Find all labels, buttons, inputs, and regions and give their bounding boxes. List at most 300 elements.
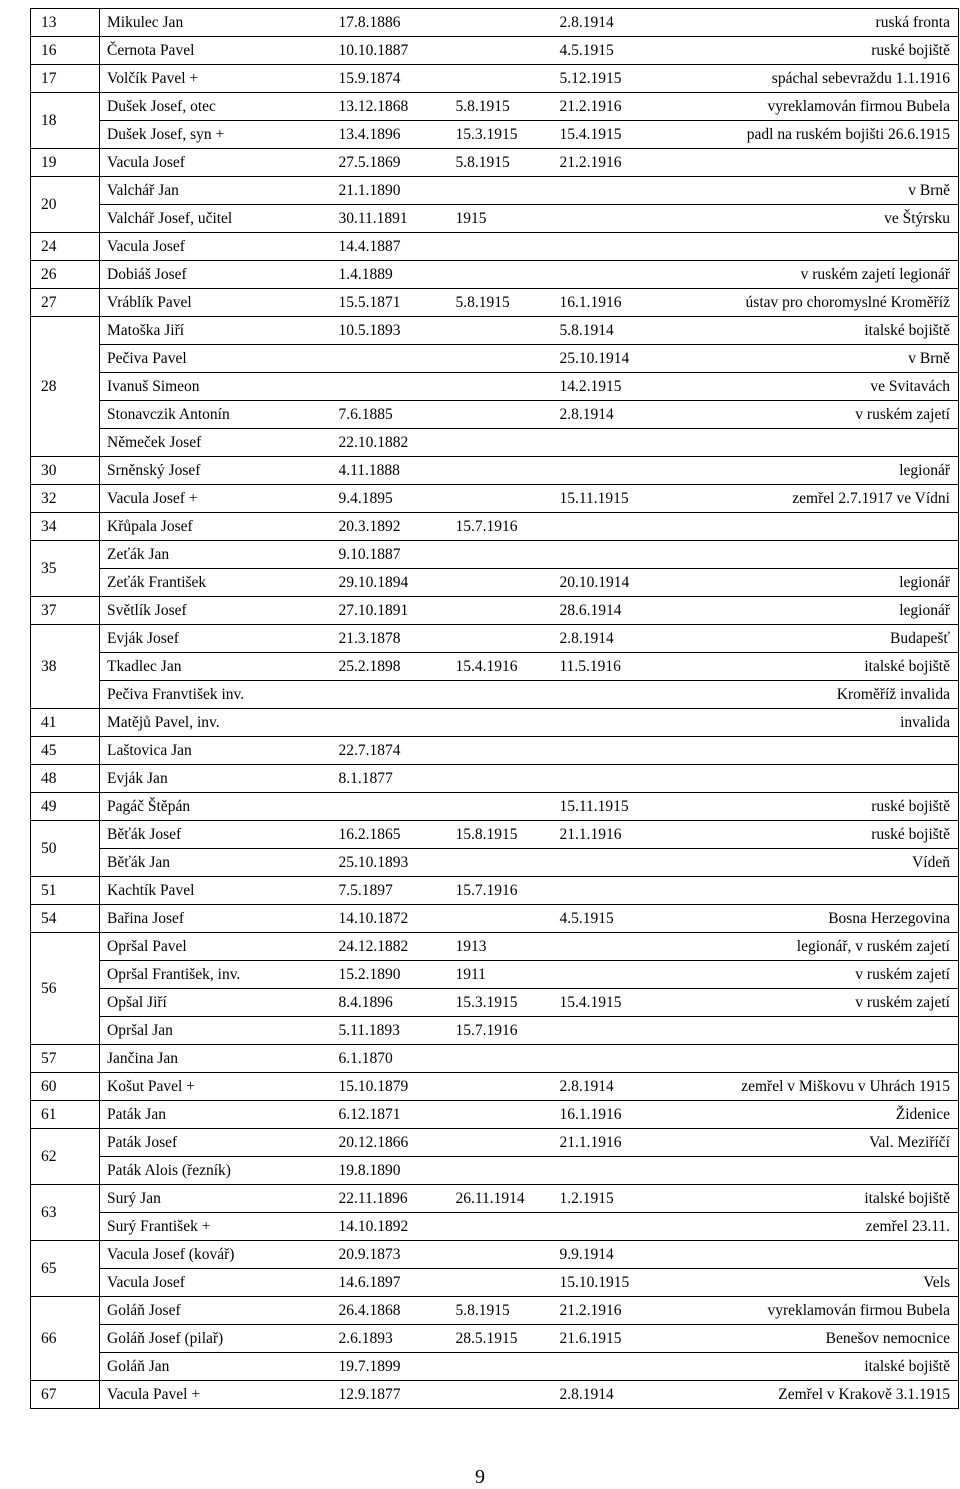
soldier-name: Dušek Josef, syn + <box>100 121 332 149</box>
note: Vels <box>691 1269 959 1297</box>
note: italské bojiště <box>691 1185 959 1213</box>
table-row <box>31 1213 959 1241</box>
soldier-name: Pečiva Pavel <box>100 345 332 373</box>
enlistment-date <box>449 1045 553 1073</box>
note: zemřel 23.11. <box>691 1213 959 1241</box>
note <box>691 429 959 457</box>
front-date <box>553 261 691 289</box>
soldier-name: Opšal Jiří <box>100 989 332 1017</box>
note: Vídeň <box>691 849 959 877</box>
birth-date: 9.4.1895 <box>332 485 449 513</box>
table-row <box>31 345 959 373</box>
enlistment-date: 1915 <box>449 205 553 233</box>
note: Bosna Herzegovina <box>691 905 959 933</box>
front-date <box>553 233 691 261</box>
front-date: 28.6.1914 <box>553 597 691 625</box>
note: padl na ruském bojišti 26.6.1915 <box>691 121 959 149</box>
note: ústav pro choromyslné Kroměříž <box>691 289 959 317</box>
enlistment-date <box>449 457 553 485</box>
soldier-name: Stonavczik Antonín <box>100 401 332 429</box>
front-date: 21.2.1916 <box>553 149 691 177</box>
soldier-name: Valchář Jan <box>100 177 332 205</box>
table-row <box>31 961 959 989</box>
note: legionář, v ruském zajetí <box>691 933 959 961</box>
table-row <box>31 709 959 737</box>
soldier-name: Ivanuš Simeon <box>100 373 332 401</box>
table-row <box>31 681 959 709</box>
house-number: 67 <box>31 1381 100 1409</box>
soldier-name: Matoška Jiří <box>100 317 332 345</box>
table-row <box>31 93 959 121</box>
soldier-name: Vráblík Pavel <box>100 289 332 317</box>
soldier-name: Valchář Josef, učitel <box>100 205 332 233</box>
front-date: 15.11.1915 <box>553 793 691 821</box>
front-date <box>553 849 691 877</box>
front-date: 15.4.1915 <box>553 121 691 149</box>
birth-date: 2.6.1893 <box>332 1325 449 1353</box>
birth-date: 27.5.1869 <box>332 149 449 177</box>
house-number: 20 <box>31 177 100 233</box>
front-date <box>553 877 691 905</box>
table-row <box>31 289 959 317</box>
note: Budapešť <box>691 625 959 653</box>
front-date: 5.8.1914 <box>553 317 691 345</box>
soldier-name: Paták Josef <box>100 1129 332 1157</box>
enlistment-date: 15.7.1916 <box>449 877 553 905</box>
house-number: 65 <box>31 1241 100 1297</box>
table-row <box>31 1101 959 1129</box>
birth-date: 14.6.1897 <box>332 1269 449 1297</box>
enlistment-date <box>449 597 553 625</box>
soldier-name: Paták Jan <box>100 1101 332 1129</box>
front-date: 15.11.1915 <box>553 485 691 513</box>
front-date <box>553 1157 691 1185</box>
house-number: 50 <box>31 821 100 877</box>
note: v Brně <box>691 177 959 205</box>
birth-date: 14.10.1872 <box>332 905 449 933</box>
note: italské bojiště <box>691 1353 959 1381</box>
front-date: 4.5.1915 <box>553 905 691 933</box>
note: italské bojiště <box>691 653 959 681</box>
table-row <box>31 625 959 653</box>
front-date: 25.10.1914 <box>553 345 691 373</box>
house-number: 26 <box>31 261 100 289</box>
front-date: 15.10.1915 <box>553 1269 691 1297</box>
enlistment-date: 15.3.1915 <box>449 989 553 1017</box>
house-number: 24 <box>31 233 100 261</box>
birth-date: 13.4.1896 <box>332 121 449 149</box>
table-row <box>31 1073 959 1101</box>
front-date <box>553 541 691 569</box>
birth-date: 30.11.1891 <box>332 205 449 233</box>
table-row <box>31 205 959 233</box>
note: Židenice <box>691 1101 959 1129</box>
birth-date: 1.4.1889 <box>332 261 449 289</box>
birth-date: 14.10.1892 <box>332 1213 449 1241</box>
enlistment-date <box>449 681 553 709</box>
front-date <box>553 205 691 233</box>
birth-date: 25.2.1898 <box>332 653 449 681</box>
table-row <box>31 1241 959 1269</box>
table-row <box>31 1157 959 1185</box>
house-number: 60 <box>31 1073 100 1101</box>
front-date: 9.9.1914 <box>553 1241 691 1269</box>
note <box>691 233 959 261</box>
note: spáchal sebevraždu 1.1.1916 <box>691 65 959 93</box>
front-date <box>553 429 691 457</box>
table-row <box>31 177 959 205</box>
note: legionář <box>691 457 959 485</box>
soldier-name: Dušek Josef, otec <box>100 93 332 121</box>
enlistment-date <box>449 905 553 933</box>
table-row <box>31 401 959 429</box>
register-sheet <box>30 8 958 1409</box>
soldier-name: Zeťák Jan <box>100 541 332 569</box>
front-date: 21.6.1915 <box>553 1325 691 1353</box>
front-date: 2.8.1914 <box>553 1381 691 1409</box>
birth-date: 9.10.1887 <box>332 541 449 569</box>
enlistment-date <box>449 1269 553 1297</box>
enlistment-date: 5.8.1915 <box>449 149 553 177</box>
birth-date: 20.12.1866 <box>332 1129 449 1157</box>
note: Val. Meziříčí <box>691 1129 959 1157</box>
birth-date: 15.9.1874 <box>332 65 449 93</box>
note <box>691 541 959 569</box>
soldier-name: Opršal František, inv. <box>100 961 332 989</box>
table-row <box>31 317 959 345</box>
front-date <box>553 933 691 961</box>
table-row <box>31 1129 959 1157</box>
table-row <box>31 429 959 457</box>
birth-date: 26.4.1868 <box>332 1297 449 1325</box>
soldier-name: Zeťák František <box>100 569 332 597</box>
enlistment-date: 15.7.1916 <box>449 513 553 541</box>
table-row <box>31 1185 959 1213</box>
birth-date: 19.8.1890 <box>332 1157 449 1185</box>
front-date: 2.8.1914 <box>553 1073 691 1101</box>
house-number: 35 <box>31 541 100 597</box>
front-date <box>553 457 691 485</box>
front-date <box>553 1353 691 1381</box>
soldier-name: Běťák Jan <box>100 849 332 877</box>
note: Zemřel v Krakově 3.1.1915 <box>691 1381 959 1409</box>
note: italské bojiště <box>691 317 959 345</box>
birth-date <box>332 373 449 401</box>
enlistment-date: 26.11.1914 <box>449 1185 553 1213</box>
front-date <box>553 1017 691 1045</box>
table-row <box>31 933 959 961</box>
soldier-name: Němeček Josef <box>100 429 332 457</box>
house-number: 16 <box>31 37 100 65</box>
birth-date: 13.12.1868 <box>332 93 449 121</box>
enlistment-date <box>449 261 553 289</box>
note <box>691 737 959 765</box>
house-number: 37 <box>31 597 100 625</box>
soldier-name: Pečiva Franvtišek inv. <box>100 681 332 709</box>
note: ruské bojiště <box>691 821 959 849</box>
birth-date <box>332 345 449 373</box>
soldier-name: Vacula Josef <box>100 149 332 177</box>
front-date: 4.5.1915 <box>553 37 691 65</box>
note: zemřel v Miškovu v Uhrách 1915 <box>691 1073 959 1101</box>
soldier-name: Surý František + <box>100 1213 332 1241</box>
front-date <box>553 961 691 989</box>
table-row <box>31 513 959 541</box>
table-row <box>31 1381 959 1409</box>
table-row <box>31 37 959 65</box>
front-date: 21.2.1916 <box>553 1297 691 1325</box>
soldier-name: Vacula Josef (kovář) <box>100 1241 332 1269</box>
front-date: 14.2.1915 <box>553 373 691 401</box>
front-date <box>553 709 691 737</box>
birth-date: 21.1.1890 <box>332 177 449 205</box>
enlistment-date <box>449 625 553 653</box>
house-number: 32 <box>31 485 100 513</box>
table-row <box>31 569 959 597</box>
table-row <box>31 905 959 933</box>
birth-date: 14.4.1887 <box>332 233 449 261</box>
soldier-name: Opršal Jan <box>100 1017 332 1045</box>
front-date <box>553 765 691 793</box>
note <box>691 765 959 793</box>
table-row <box>31 765 959 793</box>
birth-date: 15.10.1879 <box>332 1073 449 1101</box>
front-date: 15.4.1915 <box>553 989 691 1017</box>
front-date: 2.8.1914 <box>553 401 691 429</box>
front-date <box>553 737 691 765</box>
note: legionář <box>691 569 959 597</box>
note: v ruském zajetí <box>691 961 959 989</box>
enlistment-date <box>449 345 553 373</box>
house-number: 41 <box>31 709 100 737</box>
birth-date: 12.9.1877 <box>332 1381 449 1409</box>
house-number: 38 <box>31 625 100 709</box>
note <box>691 513 959 541</box>
birth-date: 22.11.1896 <box>332 1185 449 1213</box>
table-row <box>31 261 959 289</box>
table-row <box>31 1353 959 1381</box>
note: v Brně <box>691 345 959 373</box>
enlistment-date <box>449 9 553 37</box>
soldier-name: Pagáč Štěpán <box>100 793 332 821</box>
table-row <box>31 457 959 485</box>
birth-date: 7.5.1897 <box>332 877 449 905</box>
soldier-name: Surý Jan <box>100 1185 332 1213</box>
note: v ruském zajetí <box>691 401 959 429</box>
soldier-name: Volčík Pavel + <box>100 65 332 93</box>
birth-date: 19.7.1899 <box>332 1353 449 1381</box>
enlistment-date <box>449 569 553 597</box>
house-number: 66 <box>31 1297 100 1381</box>
enlistment-date <box>449 541 553 569</box>
soldier-name: Vacula Josef + <box>100 485 332 513</box>
soldier-name: Bařina Josef <box>100 905 332 933</box>
note <box>691 149 959 177</box>
birth-date: 15.5.1871 <box>332 289 449 317</box>
soldier-name: Vacula Josef <box>100 1269 332 1297</box>
house-number: 62 <box>31 1129 100 1185</box>
table-row <box>31 653 959 681</box>
soldier-name: Laštovica Jan <box>100 737 332 765</box>
note: ve Svitavách <box>691 373 959 401</box>
front-date <box>553 1213 691 1241</box>
birth-date: 22.10.1882 <box>332 429 449 457</box>
soldier-name: Goláň Josef (pilař) <box>100 1325 332 1353</box>
birth-date: 27.10.1891 <box>332 597 449 625</box>
front-date: 16.1.1916 <box>553 1101 691 1129</box>
note: v ruském zajetí legionář <box>691 261 959 289</box>
front-date: 16.1.1916 <box>553 289 691 317</box>
birth-date <box>332 681 449 709</box>
enlistment-date <box>449 401 553 429</box>
birth-date: 4.11.1888 <box>332 457 449 485</box>
front-date: 21.1.1916 <box>553 1129 691 1157</box>
note: ve Štýrsku <box>691 205 959 233</box>
note <box>691 1045 959 1073</box>
enlistment-date <box>449 793 553 821</box>
enlistment-date: 5.8.1915 <box>449 1297 553 1325</box>
birth-date: 8.4.1896 <box>332 989 449 1017</box>
note: vyreklamován firmou Bubela <box>691 93 959 121</box>
soldier-name: Mikulec Jan <box>100 9 332 37</box>
birth-date: 20.9.1873 <box>332 1241 449 1269</box>
birth-date <box>332 709 449 737</box>
enlistment-date <box>449 1213 553 1241</box>
birth-date: 17.8.1886 <box>332 9 449 37</box>
table-body <box>31 9 959 1409</box>
enlistment-date: 1911 <box>449 961 553 989</box>
birth-date: 29.10.1894 <box>332 569 449 597</box>
house-number: 18 <box>31 93 100 149</box>
birth-date: 7.6.1885 <box>332 401 449 429</box>
house-number: 28 <box>31 317 100 457</box>
table-row <box>31 9 959 37</box>
note: legionář <box>691 597 959 625</box>
note: Benešov nemocnice <box>691 1325 959 1353</box>
enlistment-date <box>449 849 553 877</box>
enlistment-date <box>449 709 553 737</box>
front-date <box>553 1045 691 1073</box>
front-date: 21.2.1916 <box>553 93 691 121</box>
birth-date: 24.12.1882 <box>332 933 449 961</box>
house-number: 27 <box>31 289 100 317</box>
note: invalida <box>691 709 959 737</box>
enlistment-date <box>449 1381 553 1409</box>
front-date <box>553 513 691 541</box>
table-row <box>31 597 959 625</box>
enlistment-date: 28.5.1915 <box>449 1325 553 1353</box>
birth-date: 20.3.1892 <box>332 513 449 541</box>
front-date: 21.1.1916 <box>553 821 691 849</box>
table-row <box>31 1017 959 1045</box>
house-number: 63 <box>31 1185 100 1241</box>
soldier-name: Kachtík Pavel <box>100 877 332 905</box>
birth-date: 22.7.1874 <box>332 737 449 765</box>
birth-date: 10.5.1893 <box>332 317 449 345</box>
soldier-name: Vacula Pavel + <box>100 1381 332 1409</box>
soldier-name: Srněnský Josef <box>100 457 332 485</box>
birth-date: 10.10.1887 <box>332 37 449 65</box>
table-row <box>31 1297 959 1325</box>
front-date: 5.12.1915 <box>553 65 691 93</box>
birth-date: 6.12.1871 <box>332 1101 449 1129</box>
table-row <box>31 149 959 177</box>
enlistment-date <box>449 1073 553 1101</box>
house-number: 13 <box>31 9 100 37</box>
note: ruská fronta <box>691 9 959 37</box>
enlistment-date: 15.8.1915 <box>449 821 553 849</box>
house-number: 51 <box>31 877 100 905</box>
enlistment-date: 15.7.1916 <box>449 1017 553 1045</box>
front-date: 1.2.1915 <box>553 1185 691 1213</box>
table-row <box>31 65 959 93</box>
enlistment-date <box>449 429 553 457</box>
front-date: 2.8.1914 <box>553 625 691 653</box>
note <box>691 1157 959 1185</box>
enlistment-date <box>449 737 553 765</box>
soldier-name: Košut Pavel + <box>100 1073 332 1101</box>
soldiers-table <box>30 8 959 1409</box>
enlistment-date <box>449 37 553 65</box>
soldier-name: Goláň Josef <box>100 1297 332 1325</box>
enlistment-date <box>449 373 553 401</box>
house-number: 19 <box>31 149 100 177</box>
enlistment-date <box>449 177 553 205</box>
soldier-name: Křůpala Josef <box>100 513 332 541</box>
enlistment-date <box>449 317 553 345</box>
enlistment-date <box>449 1129 553 1157</box>
soldier-name: Evják Jan <box>100 765 332 793</box>
birth-date: 15.2.1890 <box>332 961 449 989</box>
soldier-name: Opršal Pavel <box>100 933 332 961</box>
house-number: 48 <box>31 765 100 793</box>
house-number: 57 <box>31 1045 100 1073</box>
birth-date: 6.1.1870 <box>332 1045 449 1073</box>
soldier-name: Tkadlec Jan <box>100 653 332 681</box>
note: zemřel 2.7.1917 ve Vídni <box>691 485 959 513</box>
note <box>691 877 959 905</box>
house-number: 17 <box>31 65 100 93</box>
table-row <box>31 541 959 569</box>
soldier-name: Paták Alois (řezník) <box>100 1157 332 1185</box>
note: vyreklamován firmou Bubela <box>691 1297 959 1325</box>
front-date <box>553 177 691 205</box>
soldier-name: Vacula Josef <box>100 233 332 261</box>
front-date: 20.10.1914 <box>553 569 691 597</box>
table-row <box>31 1045 959 1073</box>
table-row <box>31 485 959 513</box>
page-number: 9 <box>475 1466 485 1488</box>
table-row <box>31 877 959 905</box>
table-row <box>31 233 959 261</box>
table-row <box>31 989 959 1017</box>
house-number: 34 <box>31 513 100 541</box>
enlistment-date: 5.8.1915 <box>449 289 553 317</box>
house-number: 45 <box>31 737 100 765</box>
soldier-name: Černota Pavel <box>100 37 332 65</box>
birth-date: 16.2.1865 <box>332 821 449 849</box>
note <box>691 1017 959 1045</box>
soldier-name: Světlík Josef <box>100 597 332 625</box>
soldier-name: Jančina Jan <box>100 1045 332 1073</box>
enlistment-date <box>449 233 553 261</box>
table-row <box>31 793 959 821</box>
note <box>691 1241 959 1269</box>
enlistment-date: 15.4.1916 <box>449 653 553 681</box>
birth-date: 5.11.1893 <box>332 1017 449 1045</box>
note: ruské bojiště <box>691 793 959 821</box>
table-row <box>31 1269 959 1297</box>
